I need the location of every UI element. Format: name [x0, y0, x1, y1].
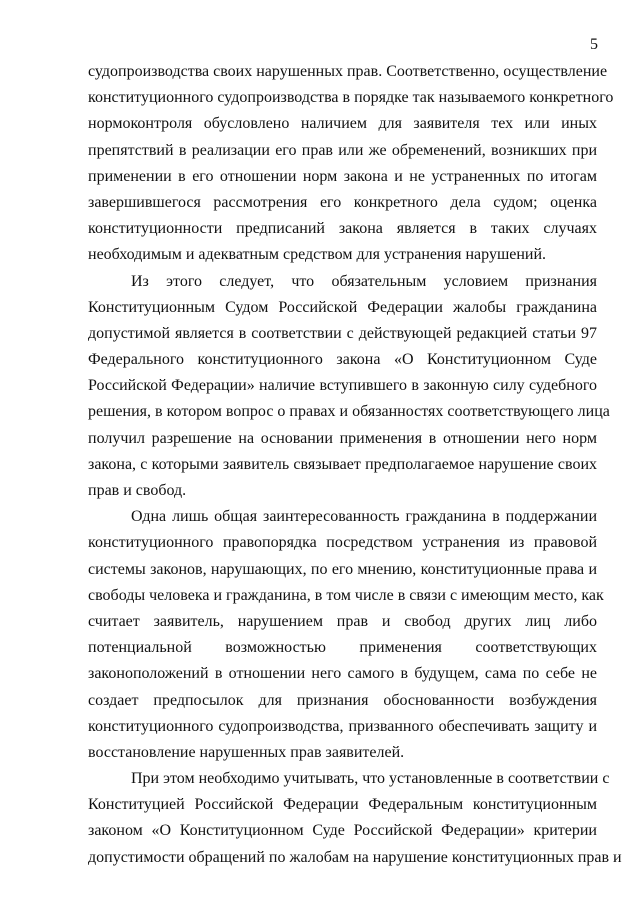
text-line: решения, в котором вопрос о правах и обязанностях соответствующего лица — [88, 403, 610, 421]
text-line: восстановление нарушенных прав заявителей. — [88, 743, 405, 761]
text-line: Конституцией Российской Федерации Федеральным конституционным — [88, 796, 597, 814]
text-line: конституционного правопорядка посредством устранения из правовой — [88, 534, 597, 552]
text-line: создает предпосылок для признания обоснованности возбуждения — [88, 691, 597, 709]
text-line: применении в его отношении норм закона и не устраненных по итогам — [88, 167, 597, 185]
paragraph — [88, 269, 610, 505]
text-line: При этом необходимо учитывать, что установленные в соответствии с — [131, 770, 610, 788]
paragraph — [88, 504, 604, 766]
text-line: нормоконтроля обусловлено наличием для заявителя тех или иных — [88, 115, 597, 133]
text-line: конституционности предписаний закона является в таких случаях — [88, 220, 597, 238]
text-line: судопроизводства своих нарушенных прав. Соответственно, осуществление — [88, 63, 608, 80]
document-body — [88, 59, 622, 871]
text-line: законом «О Конституционном Суде Российской Федерации» критерии — [88, 822, 597, 840]
text-line: допустимости обращений по жалобам на нарушение конституционных прав и — [88, 848, 622, 866]
page-number: 5 — [590, 36, 598, 53]
text-line: потенциальной возможностью применения соответствующих — [88, 639, 597, 657]
text-line: прав и свобод. — [88, 482, 187, 499]
text-line: считает заявитель, нарушением прав и свобод других лиц либо — [88, 612, 597, 630]
text-line: допустимой является в соответствии с действующей редакцией статьи 97 — [88, 324, 597, 342]
text-line: законоположений в отношении него самого в будущем, сама по себе не — [88, 665, 597, 683]
text-line: Из этого следует, что обязательным условием признания — [131, 272, 597, 290]
text-line: Одна лишь общая заинтересованность гражданина в поддержании — [131, 508, 597, 526]
text-line: получил разрешение на основании применения в отношении него норм — [88, 429, 597, 447]
text-line: Федерального конституционного закона «О Конституционном Суде — [88, 351, 597, 369]
text-line: системы законов, нарушающих, по его мнению, конституционные права и — [88, 560, 597, 578]
text-line: конституционного судопроизводства, призванного обеспечивать защиту и — [88, 717, 597, 735]
text-line: конституционного судопроизводства в порядке так называемого конкретного — [88, 89, 614, 107]
paragraph — [88, 766, 622, 871]
text-line: свободы человека и гражданина, в том числе в связи с имеющим место, как — [88, 586, 604, 604]
text-line: Российской Федерации» наличие вступившего в законную силу судебного — [88, 377, 597, 395]
text-line: препятствий в реализации его прав или же обременений, возникших при — [88, 141, 597, 159]
text-line: закона, с которыми заявитель связывает предполагаемое нарушение своих — [88, 455, 597, 473]
text-line: Конституционным Судом Российской Федерации жалобы гражданина — [88, 298, 597, 316]
text-line: завершившегося рассмотрения его конкретного дела судом; оценка — [88, 193, 597, 211]
text-line: необходимым и адекватным средством для устранения нарушений. — [88, 246, 547, 264]
paragraph — [88, 59, 614, 269]
